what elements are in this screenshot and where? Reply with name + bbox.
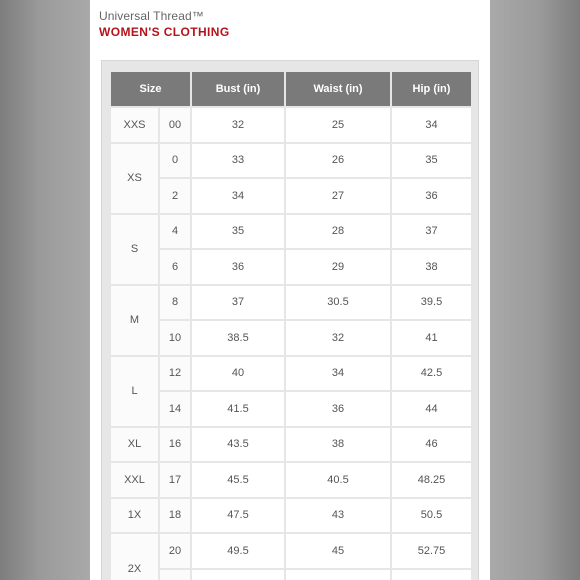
- size-label: S: [111, 215, 158, 284]
- waist-value: 25: [286, 108, 390, 142]
- hip-value: 37: [392, 215, 471, 249]
- table-row: [111, 570, 471, 580]
- table-row: [111, 108, 471, 142]
- hip-value: 39.5: [392, 286, 471, 320]
- size-number: 6: [160, 250, 190, 284]
- hip-value: 50.5: [392, 499, 471, 533]
- hip-value: 52.75: [392, 534, 471, 568]
- size-label: M: [111, 286, 158, 355]
- bust-value: 43.5: [192, 428, 284, 462]
- size-number: 2: [160, 179, 190, 213]
- bust-value: 33: [192, 144, 284, 178]
- table-header-row: [111, 72, 471, 106]
- bust-value: 47.5: [192, 499, 284, 533]
- waist-value: 26: [286, 144, 390, 178]
- waist-value: 38: [286, 428, 390, 462]
- waist-value: [286, 570, 390, 580]
- table-body: [111, 108, 471, 580]
- bust-value: 40: [192, 357, 284, 391]
- size-number: 00: [160, 108, 190, 142]
- table-row: [111, 428, 471, 462]
- hip-value: 46: [392, 428, 471, 462]
- waist-value: 32: [286, 321, 390, 355]
- waist-value: 45: [286, 534, 390, 568]
- hip-value: 48.25: [392, 463, 471, 497]
- bust-value: 45.5: [192, 463, 284, 497]
- hip-value: 36: [392, 179, 471, 213]
- table-row: [111, 392, 471, 426]
- size-number: 14: [160, 392, 190, 426]
- size-number: 20: [160, 534, 190, 568]
- header-waist: Waist (in): [286, 72, 390, 106]
- waist-value: 30.5: [286, 286, 390, 320]
- hip-value: 34: [392, 108, 471, 142]
- bust-value: [192, 570, 284, 580]
- table-row: [111, 463, 471, 497]
- size-label: XXL: [111, 463, 158, 497]
- table-row: [111, 286, 471, 320]
- hip-value: 42.5: [392, 357, 471, 391]
- size-chart-container: [101, 60, 479, 580]
- size-label: 1X: [111, 499, 158, 533]
- bust-value: 34: [192, 179, 284, 213]
- waist-value: 34: [286, 357, 390, 391]
- brand-name: Universal Thread™: [99, 9, 204, 23]
- size-number: 16: [160, 428, 190, 462]
- size-number: 4: [160, 215, 190, 249]
- category-title: WOMEN'S CLOTHING: [99, 25, 230, 39]
- size-number: 8: [160, 286, 190, 320]
- size-number: 18: [160, 499, 190, 533]
- bust-value: 36: [192, 250, 284, 284]
- bust-value: 49.5: [192, 534, 284, 568]
- bust-value: 37: [192, 286, 284, 320]
- table-row: [111, 534, 471, 568]
- size-label: XXS: [111, 108, 158, 142]
- bust-value: 41.5: [192, 392, 284, 426]
- table-row: [111, 250, 471, 284]
- size-chart-table: [109, 70, 473, 580]
- waist-value: 29: [286, 250, 390, 284]
- size-number: [160, 570, 190, 580]
- bust-value: 38.5: [192, 321, 284, 355]
- waist-value: 40.5: [286, 463, 390, 497]
- size-chart-page: [90, 0, 490, 580]
- size-label: L: [111, 357, 158, 426]
- header-hip: Hip (in): [392, 72, 471, 106]
- table-row: [111, 179, 471, 213]
- waist-value: 36: [286, 392, 390, 426]
- hip-value: 44: [392, 392, 471, 426]
- table-row: [111, 499, 471, 533]
- table-row: [111, 215, 471, 249]
- hip-value: 38: [392, 250, 471, 284]
- hip-value: [392, 570, 471, 580]
- header-bust: Bust (in): [192, 72, 284, 106]
- bust-value: 35: [192, 215, 284, 249]
- size-label: XS: [111, 144, 158, 213]
- table-row: [111, 357, 471, 391]
- waist-value: 43: [286, 499, 390, 533]
- size-label: 2X: [111, 534, 158, 580]
- size-number: 17: [160, 463, 190, 497]
- size-number: 10: [160, 321, 190, 355]
- size-number: 0: [160, 144, 190, 178]
- waist-value: 28: [286, 215, 390, 249]
- waist-value: 27: [286, 179, 390, 213]
- header-size: Size: [111, 72, 190, 106]
- hip-value: 41: [392, 321, 471, 355]
- table-row: [111, 321, 471, 355]
- hip-value: 35: [392, 144, 471, 178]
- bust-value: 32: [192, 108, 284, 142]
- size-number: 12: [160, 357, 190, 391]
- size-label: XL: [111, 428, 158, 462]
- table-row: [111, 144, 471, 178]
